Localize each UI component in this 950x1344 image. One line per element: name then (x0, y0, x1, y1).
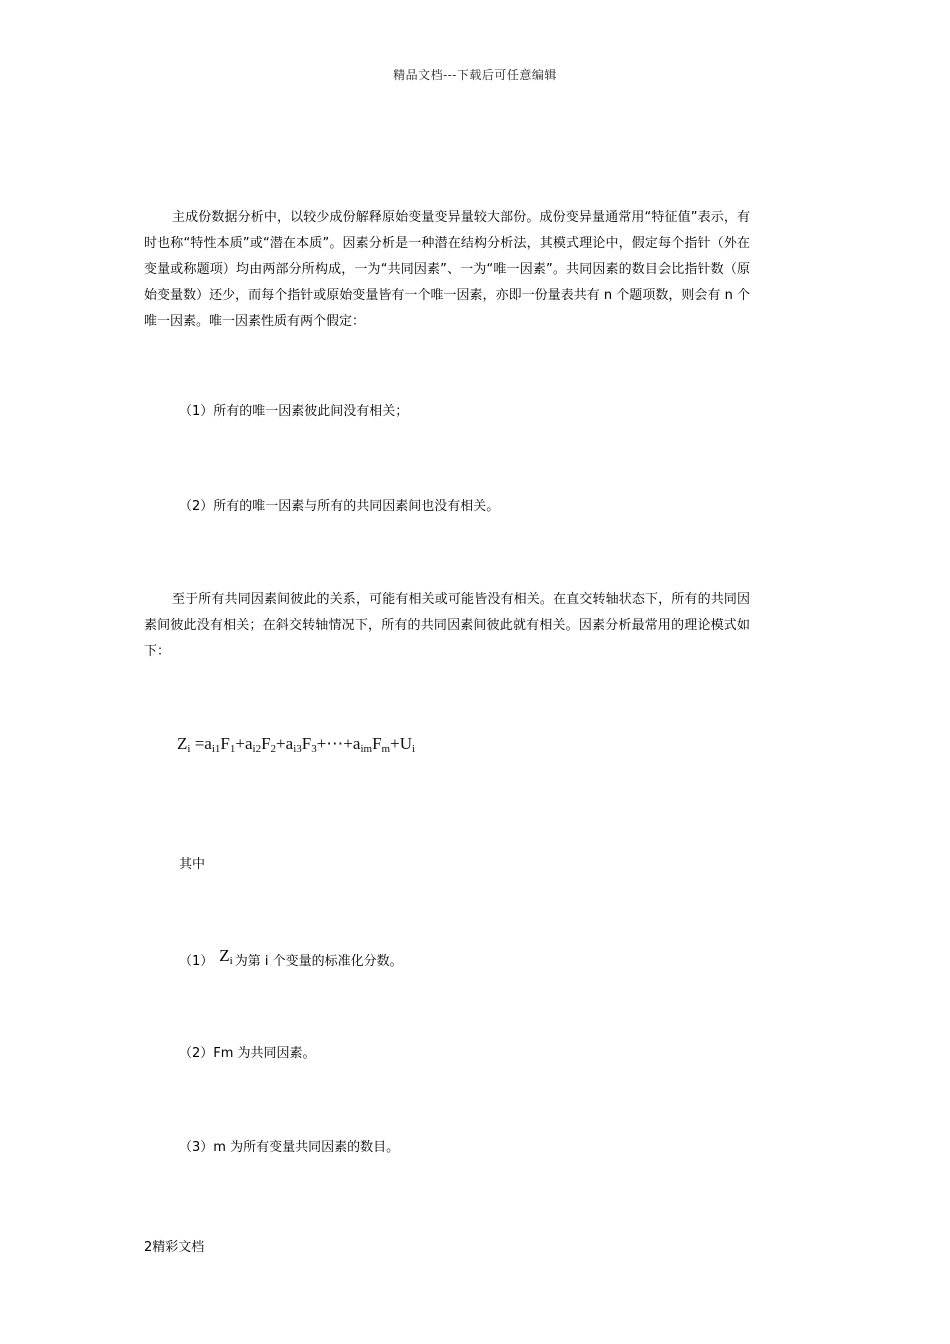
formula-factor-3: F (301, 734, 312, 753)
where-label: 其中 (179, 857, 206, 872)
formula-factor-2-sub: 2 (270, 743, 277, 755)
definition-3: （3）m 为所有变量共同因素的数目。 (179, 1140, 400, 1155)
factor-model-formula (177, 730, 415, 763)
assumption-1: （1）所有的唯一因素彼此间没有相关； (179, 404, 409, 419)
definition-1-prefix: （1） (179, 954, 214, 969)
formula-unique: +U (390, 734, 412, 753)
formula-ellipsis: +⋯+a (316, 734, 361, 753)
page-footer: 2精彩文档 (144, 1240, 205, 1255)
formula-factor-3-sub: 3 (311, 743, 317, 755)
formula-lhs: Z (177, 734, 188, 753)
relation-paragraph: 至于所有共同因素间彼此的关系，可能有相关或可能皆没有相关。在直交转轴状态下，所有的共同因素间彼此没有相关；在斜交转轴情况下，所有的共同因素间彼此就有相关。因素分析最常用的理论模式如下： (144, 592, 750, 659)
formula-unique-sub: i (411, 743, 416, 755)
formula-factor-m: F (372, 734, 382, 753)
formula-term-2-sub: i2 (252, 743, 262, 755)
page-header: 精品文档---下载后可任意编辑 (393, 68, 557, 82)
definition-2: （2）Fm 为共同因素。 (179, 1046, 316, 1061)
formula-factor-1-sub: 1 (229, 743, 236, 755)
formula-equals: = (194, 734, 205, 753)
formula-term-1-sub: i1 (211, 743, 221, 755)
formula-term-m-sub: im (360, 743, 373, 755)
formula-lhs-sub: i (187, 743, 191, 755)
formula-term-3: +a (276, 734, 294, 753)
formula-term-3-sub: i3 (293, 743, 302, 755)
intro-paragraph: 主成份数据分析中，以较少成份解释原始变量变异量较大部份。成份变异量通常用“特征值”表示，有时也称“特性本质”或“潜在本质”。因素分析是一种潜在结构分析法，其模式理论中，假定每个指针（外在变量或称题项）均由两部分所构成，一为“共同因素”、一为“唯一因素”。共同因素的数目会比指针数（原始变量数）还少，而每个指针或原始变量皆有一个唯一因素，亦即一份量表共有 n 个题项数，则会有 n 个唯一因素。唯一因素性质有两个假定： (144, 210, 750, 329)
formula-factor-1: F (220, 734, 230, 753)
assumption-2: （2）所有的唯一因素与所有的共同因素间也没有相关。 (179, 499, 500, 514)
definition-1-symbol-letter: Z (219, 946, 230, 965)
definition-1 (179, 946, 403, 975)
definition-1-text: 为第 i 个变量的标准化分数。 (234, 954, 403, 969)
formula-term-2: +a (235, 734, 253, 753)
formula-factor-m-sub: m (381, 743, 391, 755)
definition-1-symbol-sub: i (229, 955, 233, 967)
formula-term-1: a (204, 734, 212, 753)
formula-factor-2: F (261, 734, 271, 753)
definition-1-symbol (219, 946, 232, 965)
